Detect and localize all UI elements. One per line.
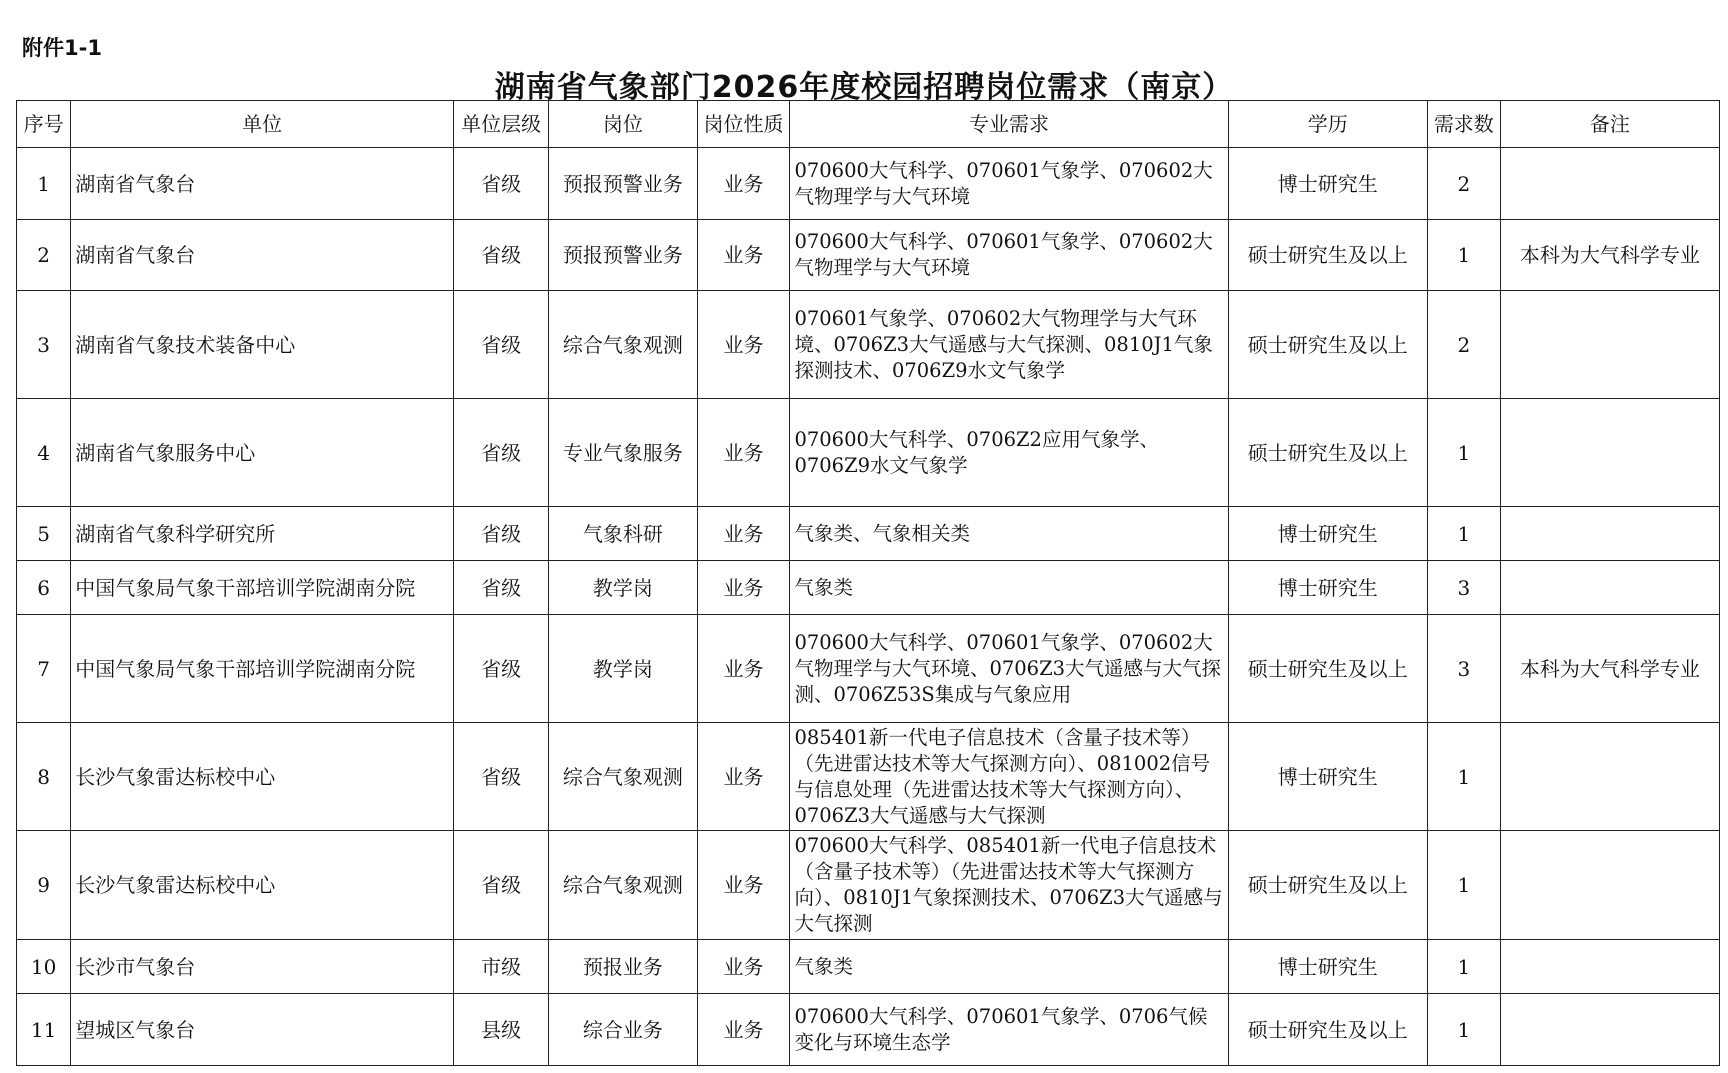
cell-no: 7: [17, 615, 71, 723]
cell-note: [1500, 561, 1719, 615]
cell-position: 教学岗: [549, 615, 697, 723]
cell-count: 1: [1427, 723, 1500, 831]
header-no: 序号: [17, 101, 71, 148]
cell-level: 省级: [454, 561, 549, 615]
cell-nature: 业务: [697, 831, 790, 940]
cell-unit: 长沙市气象台: [71, 940, 454, 994]
cell-nature: 业务: [697, 148, 790, 220]
cell-no: 9: [17, 831, 71, 940]
table-row: [17, 507, 1720, 561]
cell-major: 070600大气科学、070601气象学、070602大气物理学与大气环境、0706Z3大气遥感与大气探测、0706Z53S集成与气象应用: [790, 615, 1228, 723]
cell-major: 070600大气科学、0706Z2应用气象学、0706Z9水文气象学: [790, 399, 1228, 507]
cell-no: 11: [17, 994, 71, 1066]
cell-nature: 业务: [697, 615, 790, 723]
cell-note: [1500, 940, 1719, 994]
cell-position: 专业气象服务: [549, 399, 697, 507]
cell-no: 6: [17, 561, 71, 615]
cell-education: 硕士研究生及以上: [1228, 831, 1427, 940]
cell-count: 1: [1427, 507, 1500, 561]
table-row: [17, 940, 1720, 994]
cell-nature: 业务: [697, 561, 790, 615]
table-row: [17, 561, 1720, 615]
cell-count: 1: [1427, 220, 1500, 291]
cell-nature: 业务: [697, 291, 790, 399]
cell-note: 本科为大气科学专业: [1500, 615, 1719, 723]
cell-unit: 中国气象局气象干部培训学院湖南分院: [71, 615, 454, 723]
cell-count: 3: [1427, 615, 1500, 723]
cell-level: 省级: [454, 220, 549, 291]
cell-note: [1500, 399, 1719, 507]
cell-count: 1: [1427, 399, 1500, 507]
cell-major: 气象类、气象相关类: [790, 507, 1228, 561]
cell-level: 省级: [454, 723, 549, 831]
cell-level: 省级: [454, 291, 549, 399]
cell-count: 1: [1427, 831, 1500, 940]
cell-nature: 业务: [697, 994, 790, 1066]
header-note: 备注: [1500, 101, 1719, 148]
cell-level: 省级: [454, 507, 549, 561]
cell-major: 气象类: [790, 940, 1228, 994]
cell-count: 1: [1427, 994, 1500, 1066]
cell-level: 省级: [454, 148, 549, 220]
table-row: [17, 994, 1720, 1066]
cell-note: [1500, 831, 1719, 940]
cell-education: 博士研究生: [1228, 148, 1427, 220]
cell-nature: 业务: [697, 940, 790, 994]
cell-level: 省级: [454, 831, 549, 940]
cell-major: 070601气象学、070602大气物理学与大气环境、0706Z3大气遥感与大气探测、0810J1气象探测技术、0706Z9水文气象学: [790, 291, 1228, 399]
header-major: 专业需求: [790, 101, 1228, 148]
cell-no: 1: [17, 148, 71, 220]
cell-major: 070600大气科学、070601气象学、070602大气物理学与大气环境: [790, 148, 1228, 220]
cell-nature: 业务: [697, 723, 790, 831]
header-nature: 岗位性质: [697, 101, 790, 148]
cell-education: 博士研究生: [1228, 561, 1427, 615]
cell-major: 085401新一代电子信息技术（含量子技术等）（先进雷达技术等大气探测方向）、081002信号与信息处理（先进雷达技术等大气探测方向）、0706Z3大气遥感与大气探测: [790, 723, 1228, 831]
cell-major: 070600大气科学、085401新一代电子信息技术（含量子技术等）（先进雷达技术等大气探测方向）、0810J1气象探测技术、0706Z3大气遥感与大气探测: [790, 831, 1228, 940]
cell-unit: 湖南省气象服务中心: [71, 399, 454, 507]
cell-count: 1: [1427, 940, 1500, 994]
table-row: [17, 291, 1720, 399]
cell-education: 博士研究生: [1228, 723, 1427, 831]
cell-major: 070600大气科学、070601气象学、0706气候变化与环境生态学: [790, 994, 1228, 1066]
cell-no: 10: [17, 940, 71, 994]
cell-unit: 湖南省气象科学研究所: [71, 507, 454, 561]
cell-level: 市级: [454, 940, 549, 994]
cell-nature: 业务: [697, 399, 790, 507]
cell-nature: 业务: [697, 507, 790, 561]
cell-unit: 长沙气象雷达标校中心: [71, 831, 454, 940]
cell-major: 气象类: [790, 561, 1228, 615]
cell-position: 教学岗: [549, 561, 697, 615]
cell-no: 2: [17, 220, 71, 291]
cell-no: 3: [17, 291, 71, 399]
cell-level: 省级: [454, 399, 549, 507]
table-row: [17, 148, 1720, 220]
cell-no: 8: [17, 723, 71, 831]
cell-note: [1500, 291, 1719, 399]
cell-position: 综合气象观测: [549, 291, 697, 399]
cell-position: 预报预警业务: [549, 220, 697, 291]
cell-unit: 长沙气象雷达标校中心: [71, 723, 454, 831]
cell-note: [1500, 994, 1719, 1066]
header-row: [17, 101, 1720, 148]
cell-count: 2: [1427, 291, 1500, 399]
cell-education: 硕士研究生及以上: [1228, 220, 1427, 291]
cell-unit: 望城区气象台: [71, 994, 454, 1066]
cell-position: 综合气象观测: [549, 831, 697, 940]
cell-position: 预报业务: [549, 940, 697, 994]
table-row: [17, 831, 1720, 940]
cell-count: 2: [1427, 148, 1500, 220]
cell-nature: 业务: [697, 220, 790, 291]
cell-position: 综合气象观测: [549, 723, 697, 831]
header-unit: 单位: [71, 101, 454, 148]
cell-note: [1500, 723, 1719, 831]
cell-unit: 湖南省气象技术装备中心: [71, 291, 454, 399]
cell-no: 5: [17, 507, 71, 561]
cell-level: 省级: [454, 615, 549, 723]
cell-note: [1500, 507, 1719, 561]
cell-count: 3: [1427, 561, 1500, 615]
header-count: 需求数: [1427, 101, 1500, 148]
cell-education: 硕士研究生及以上: [1228, 615, 1427, 723]
cell-unit: 湖南省气象台: [71, 220, 454, 291]
cell-education: 博士研究生: [1228, 940, 1427, 994]
table-row: [17, 399, 1720, 507]
cell-education: 硕士研究生及以上: [1228, 291, 1427, 399]
cell-education: 硕士研究生及以上: [1228, 399, 1427, 507]
cell-position: 预报预警业务: [549, 148, 697, 220]
table-row: [17, 723, 1720, 831]
recruitment-table: [16, 100, 1720, 1066]
header-education: 学历: [1228, 101, 1427, 148]
cell-level: 县级: [454, 994, 549, 1066]
cell-education: 博士研究生: [1228, 507, 1427, 561]
cell-unit: 中国气象局气象干部培训学院湖南分院: [71, 561, 454, 615]
table-row: [17, 220, 1720, 291]
cell-position: 综合业务: [549, 994, 697, 1066]
table-row: [17, 615, 1720, 723]
cell-position: 气象科研: [549, 507, 697, 561]
cell-education: 硕士研究生及以上: [1228, 994, 1427, 1066]
cell-note: 本科为大气科学专业: [1500, 220, 1719, 291]
header-position: 岗位: [549, 101, 697, 148]
page-title: 湖南省气象部门2026年度校园招聘岗位需求（南京）: [494, 70, 1234, 105]
cell-major: 070600大气科学、070601气象学、070602大气物理学与大气环境: [790, 220, 1228, 291]
cell-note: [1500, 148, 1719, 220]
attachment-label: 附件1-1: [22, 36, 102, 60]
header-level: 单位层级: [454, 101, 549, 148]
cell-unit: 湖南省气象台: [71, 148, 454, 220]
cell-no: 4: [17, 399, 71, 507]
